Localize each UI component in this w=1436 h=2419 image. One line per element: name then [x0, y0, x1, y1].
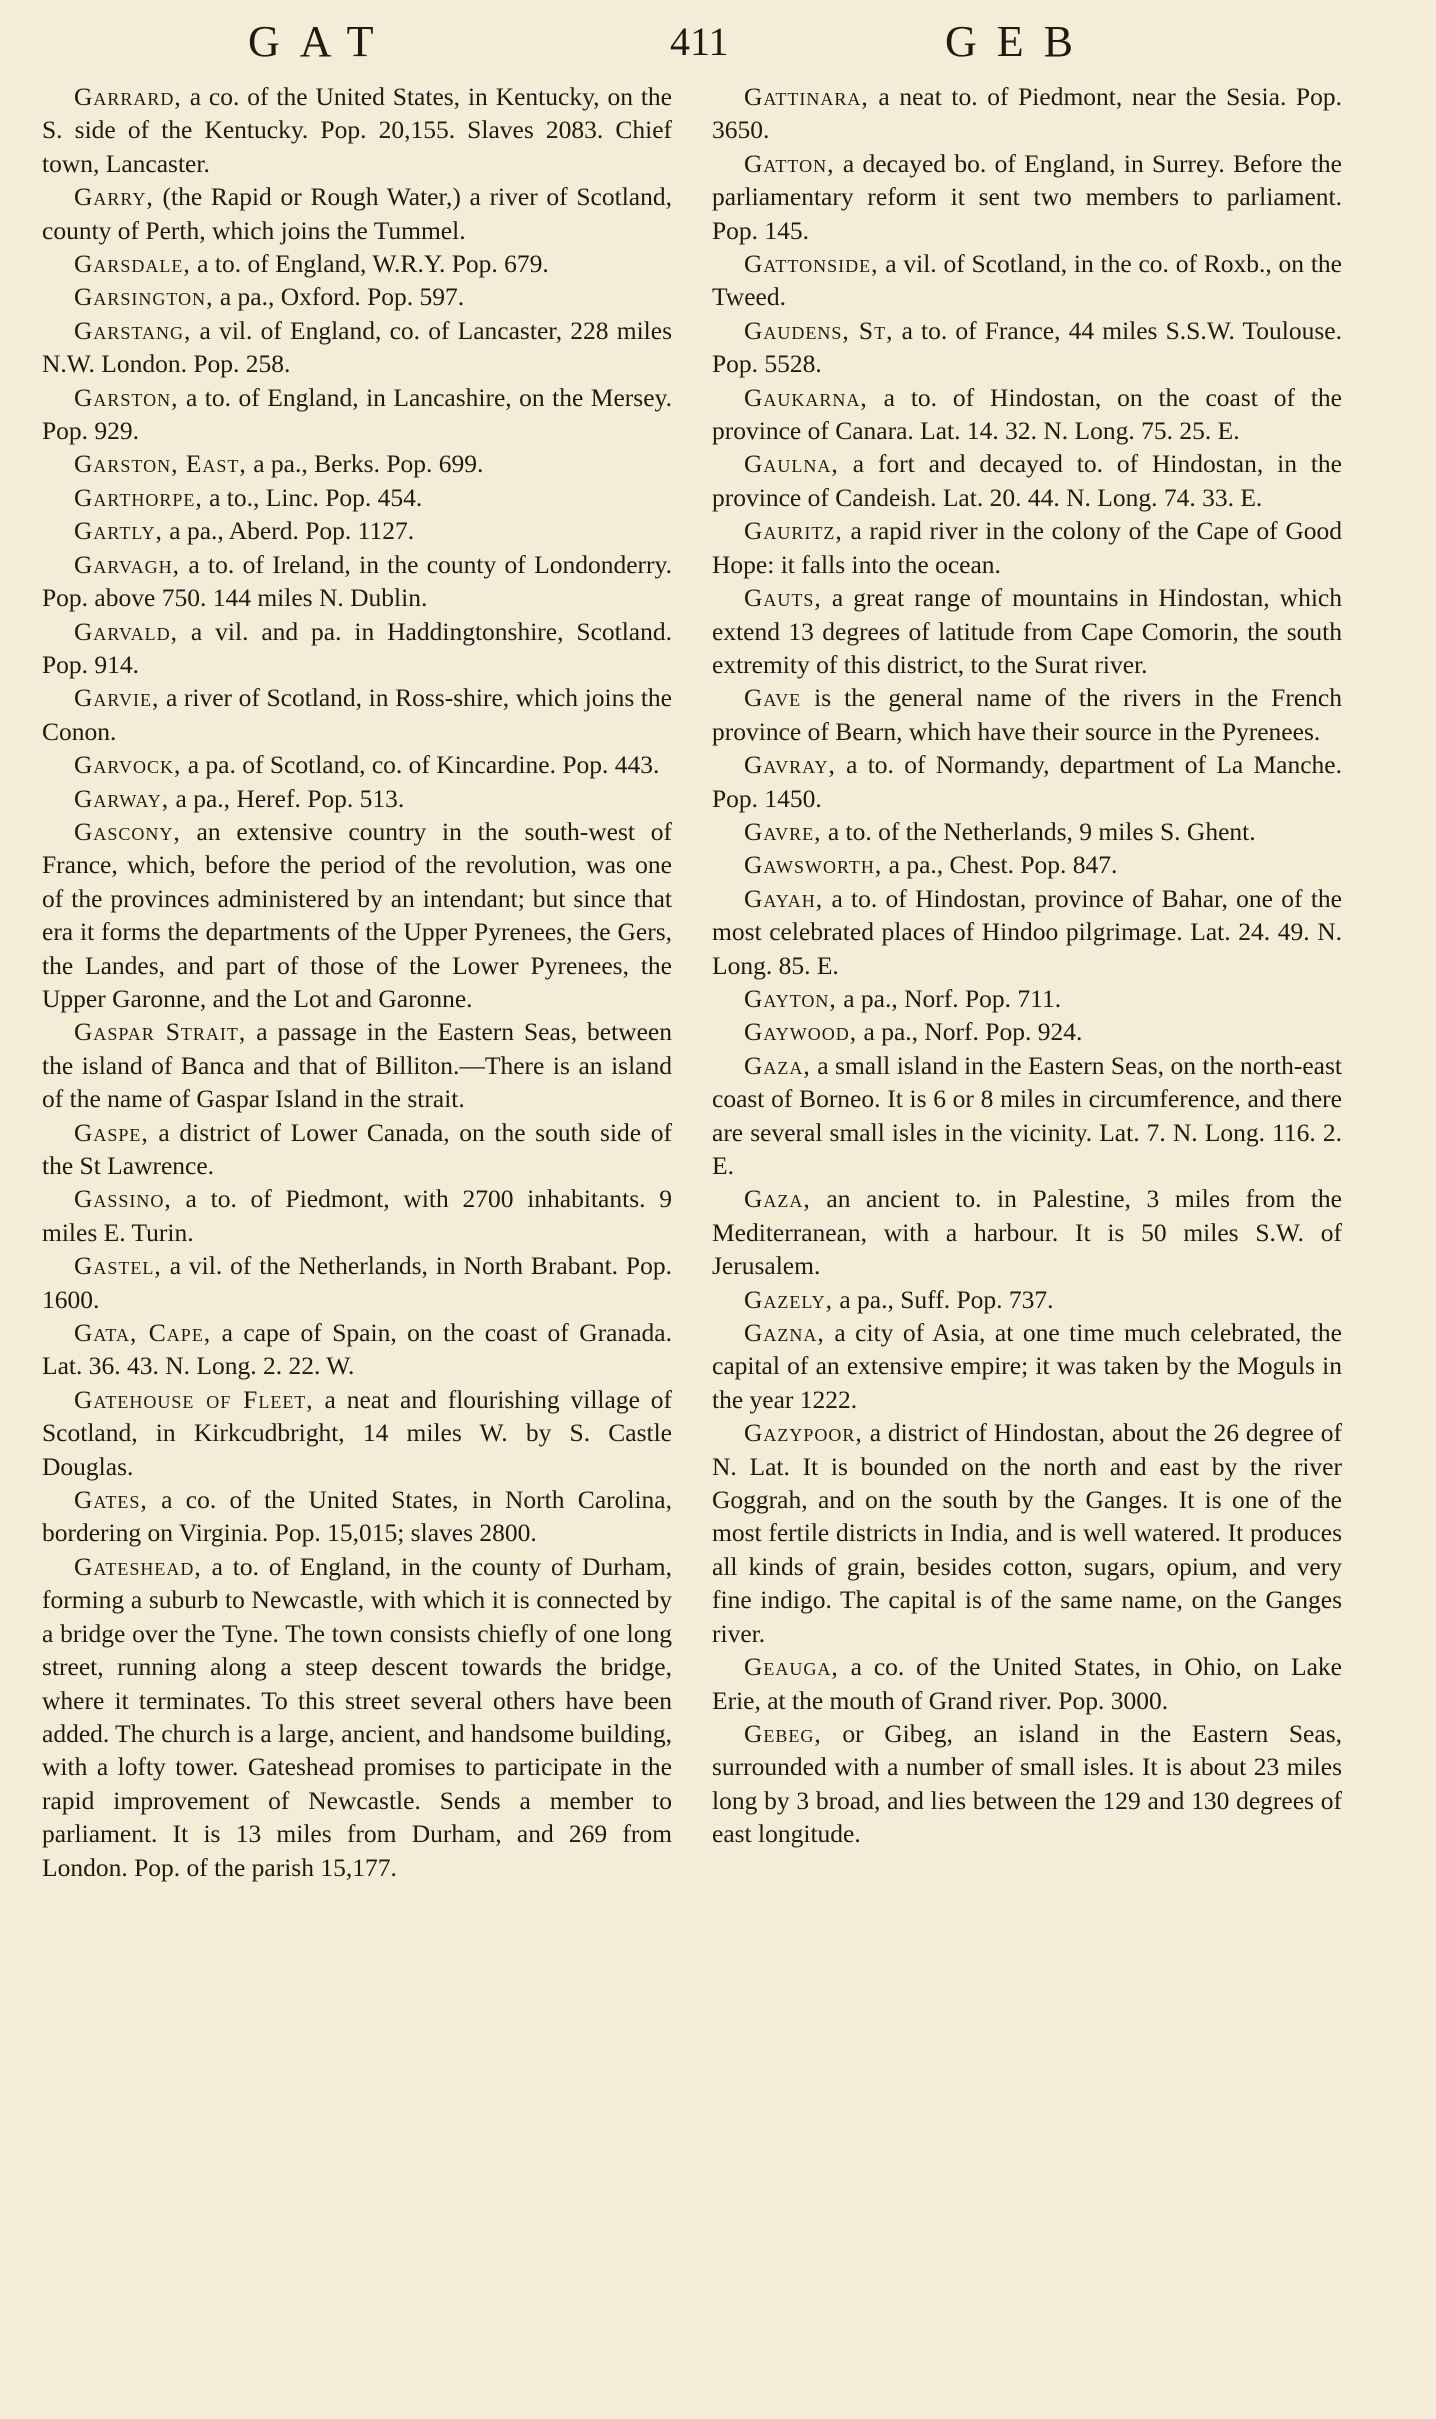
gazetteer-entry: [42, 748, 672, 781]
entry-text: a to. of England, in Lancashire, on the Mersey. Pop. 929.: [42, 382, 672, 446]
entry-text: a vil. of the Netherlands, in North Brabant. Pop. 1600.: [42, 1251, 672, 1314]
entry-headword: Garvagh,: [74, 549, 181, 579]
entry-text: a pa., Chest. Pop. 847.: [882, 850, 1118, 880]
gazetteer-entry: [42, 481, 672, 514]
entry-text: a to. of the Netherlands, 9 miles S. Ghent.: [821, 816, 1256, 846]
page-number: 411: [670, 19, 729, 64]
gazetteer-entry: [712, 848, 1342, 881]
entry-headword: Garvie,: [74, 683, 160, 713]
entry-text: a vil. and pa. in Haddingtonshire, Scotland. Pop. 914.: [42, 616, 672, 679]
entry-text: a pa., Berks. Pop. 699.: [246, 449, 484, 479]
entry-text: a to. of Hindostan, province of Bahar, one of the most celebrated places of Hindoo pilgrimage. Lat. 24. 49. N. Long. 85. E.: [712, 883, 1342, 980]
entry-headword: Garsington,: [74, 282, 214, 312]
gazetteer-entry: [712, 748, 1342, 815]
entry-headword: Gaywood,: [744, 1017, 858, 1047]
entry-headword: Gascony,: [74, 816, 181, 846]
entry-text: a rapid river in the colony of the Cape of Good Hope: it falls into the ocean.: [712, 516, 1342, 579]
gazetteer-entry: [712, 247, 1342, 314]
entry-headword: Gazely,: [744, 1284, 833, 1314]
entry-text: a vil. of England, co. of Lancaster, 228 miles N.W. London. Pop. 258.: [42, 315, 672, 379]
entry-text: a pa., Suff. Pop. 737.: [832, 1284, 1054, 1314]
entry-headword: Garry,: [74, 182, 154, 212]
gazetteer-entry: [42, 180, 672, 247]
entry-text: a pa. of Scotland, co. of Kincardine. Pop. 443.: [181, 750, 660, 780]
gazetteer-entry: [712, 1316, 1342, 1416]
entry-text: a to. of England, W.R.Y. Pop. 679.: [190, 249, 549, 279]
entry-text: is the general name of the rivers in the French province of Bearn, which have their source in the Pyrenees.: [712, 683, 1342, 746]
entry-headword: Gaukarna,: [744, 382, 868, 412]
entry-headword: Gayah,: [744, 883, 824, 913]
entry-text: a pa., Aberd. Pop. 1127.: [162, 516, 415, 546]
gazetteer-entry: [712, 1283, 1342, 1316]
gazetteer-entry: [42, 1383, 672, 1483]
gazetteer-entry: [42, 548, 672, 615]
entry-text: a co. of the United States, in Ohio, on Lake Erie, at the mouth of Grand river. Pop. 3000.: [712, 1652, 1342, 1715]
gazetteer-entry: [712, 1182, 1342, 1282]
entry-text: a co. of the United States, in Kentucky, on the S. side of the Kentucky. Pop. 20,155. Slaves 2083. Chief town, Lancaster.: [42, 82, 672, 178]
gazetteer-entry: [42, 1182, 672, 1249]
entry-headword: Garston,: [74, 382, 179, 412]
gazetteer-entry: [42, 280, 672, 313]
entry-text: a passage in the Eastern Seas, between the island of Banca and that of Billiton.—There is an island of the name of Gaspar Island in the strait.: [42, 1017, 672, 1114]
entry-text: a pa., Heref. Pop. 513.: [169, 783, 405, 813]
entry-headword: Garvock,: [74, 750, 182, 780]
entry-headword: Gata, Cape,: [74, 1318, 212, 1348]
entry-text: a river of Scotland, in Ross-shire, which joins the Conon.: [42, 683, 672, 746]
entry-headword: Gauritz,: [744, 516, 843, 546]
gazetteer-entry: [712, 147, 1342, 247]
entry-headword: Garstang,: [74, 315, 192, 345]
gazetteer-entry: [42, 447, 672, 480]
gazetteer-entry: [42, 615, 672, 682]
entry-headword: Gaza,: [744, 1184, 811, 1214]
entry-headword: Gatehouse of Fleet,: [74, 1384, 314, 1414]
entry-text: a district of Hindostan, about the 26 degree of N. Lat. It is bounded on the north and east by the river Goggrah, and on the south by the Ganges. It is one of the most fertile districts in India, and is well watered. It produces all kinds of grain, besides cotton, sugars, opium, and very fine indigo. The capital is of the same name, on the Ganges river.: [712, 1418, 1342, 1648]
entry-headword: Gavre,: [744, 816, 822, 846]
header-left-guide-word: GAT: [248, 17, 394, 66]
gazetteer-entry: [712, 514, 1342, 581]
gazetteer-entry: [712, 982, 1342, 1015]
right-column: [712, 80, 1342, 1851]
gazetteer-entry: [712, 1416, 1342, 1650]
entry-headword: Gazna,: [744, 1318, 825, 1348]
gazetteer-entry: [42, 381, 672, 448]
entry-text: a cape of Spain, on the coast of Granada. Lat. 36. 43. N. Long. 2. 22. W.: [42, 1318, 672, 1381]
entry-text: a great range of mountains in Hindostan, which extend 13 degrees of latitude from Cape Comorin, the south extremity of this district, to the Surat river.: [712, 583, 1342, 679]
entry-text: a decayed bo. of England, in Surrey. Before the parliamentary reform it sent two members to parliament. Pop. 145.: [712, 148, 1342, 245]
entry-text: or Gibeg, an island in the Eastern Seas, surrounded with a number of small isles. It is about 23 miles long by 3 broad, and lies between the 129 and 130 degrees of east longitude.: [712, 1718, 1342, 1849]
gazetteer-entry: [712, 447, 1342, 514]
entry-headword: Gastel,: [74, 1251, 162, 1281]
entry-headword: Gawsworth,: [744, 850, 883, 880]
entry-text: a city of Asia, at one time much celebrated, the capital of an extensive empire; it was taken by the Moguls in the year 1222.: [712, 1318, 1342, 1414]
entry-headword: Gave: [744, 683, 802, 713]
entry-text: a pa., Norf. Pop. 711.: [836, 983, 1062, 1013]
entry-headword: Gebeg,: [744, 1718, 822, 1748]
gazetteer-entry: [42, 1550, 672, 1884]
entry-text: an ancient to. in Palestine, 3 miles from the Mediterranean, with a harbour. It is 50 miles S.W. of Jerusalem.: [712, 1184, 1342, 1281]
entry-headword: Gates,: [74, 1485, 148, 1515]
gazetteer-entry: [712, 80, 1342, 147]
entry-headword: Garthorpe,: [74, 482, 203, 512]
entry-headword: Gaudens, St,: [744, 315, 894, 345]
entry-text: a small island in the Eastern Seas, on the north-east coast of Borneo. It is 6 or 8 miles in circumference, and there are several small isles in the vicinity. Lat. 7. N. Long. 116. 2. E.: [712, 1050, 1342, 1180]
gazetteer-entry: [712, 882, 1342, 982]
entry-headword: Garrard,: [74, 82, 182, 111]
entry-text: a to., Linc. Pop. 454.: [202, 482, 423, 512]
header-right-guide-word: GEB: [945, 17, 1093, 66]
entry-headword: Garvald,: [74, 616, 179, 646]
entry-headword: Gartly,: [74, 516, 163, 546]
entry-text: a district of Lower Canada, on the south side of the St Lawrence.: [42, 1117, 672, 1180]
entry-text: a to. of Piedmont, with 2700 inhabitants. 9 miles E. Turin.: [42, 1184, 672, 1247]
entry-headword: Gateshead,: [74, 1551, 202, 1581]
entry-headword: Geauga,: [744, 1652, 839, 1682]
gazetteer-entry: [42, 514, 672, 547]
entry-text: (the Rapid or Rough Water,) a river of Scotland, county of Perth, which joins the Tummel.: [42, 182, 672, 245]
gazetteer-entry: [42, 681, 672, 748]
gazetteer-entry: [42, 1249, 672, 1316]
running-header: [0, 18, 1436, 66]
entry-text: a to. of Hindostan, on the coast of the province of Canara. Lat. 14. 32. N. Long. 75. 25. E.: [712, 382, 1342, 446]
entry-text: a to. of France, 44 miles S.S.W. Toulouse. Pop. 5528.: [712, 315, 1342, 379]
entry-headword: Garsdale,: [74, 249, 191, 279]
gazetteer-entry: [42, 1116, 672, 1183]
gazetteer-entry: [712, 1015, 1342, 1048]
entry-text: a to. of Normandy, department of La Manche. Pop. 1450.: [712, 750, 1342, 813]
gazetteer-entry: [42, 815, 672, 1015]
gazetteer-entry: [712, 1717, 1342, 1851]
gazetteer-entry: [712, 681, 1342, 748]
entry-text: a pa., Norf. Pop. 924.: [857, 1017, 1083, 1047]
entry-text: a vil. of Scotland, in the co. of Roxb., on the Tweed.: [712, 249, 1342, 312]
entry-headword: Garway,: [74, 783, 170, 813]
entry-headword: Gaulna,: [744, 449, 839, 479]
entry-headword: Gaza,: [744, 1050, 811, 1080]
gazetteer-entry: [42, 1483, 672, 1550]
gazetteer-entry: [712, 1650, 1342, 1717]
gazetteer-entry: [42, 782, 672, 815]
entry-headword: Gaspe,: [74, 1117, 149, 1147]
entry-text: a to. of Ireland, in the county of Londonderry. Pop. above 750. 144 miles N. Dublin.: [42, 549, 672, 613]
entry-headword: Gattonside,: [744, 249, 879, 279]
entry-text: an extensive country in the south-west of France, which, before the period of the revolution, was one of the provinces administered by an intendant; but since that era it forms the departments of the Upper Pyrenees, the Gers, the Landes, and part of those of the Lower Pyrenees, the Upper Garonne, and the Lot and Garonne.: [42, 816, 672, 1013]
entry-headword: Gazypoor,: [744, 1418, 863, 1448]
entry-headword: Gatton,: [744, 148, 835, 178]
entry-headword: Gauts,: [744, 583, 822, 613]
entry-text: a neat to. of Piedmont, near the Sesia. Pop. 3650.: [712, 82, 1342, 145]
entry-text: a fort and decayed to. of Hindostan, in the province of Candeish. Lat. 20. 44. N. Long. 74. 33. E.: [712, 449, 1342, 512]
entry-text: a pa., Oxford. Pop. 597.: [213, 282, 465, 312]
gazetteer-entry: [712, 381, 1342, 448]
entry-text: a co. of the United States, in North Carolina, bordering on Virginia. Pop. 15,015; slaves 2800.: [42, 1485, 672, 1548]
gazetteer-entry: [712, 815, 1342, 848]
gazetteer-entry: [42, 314, 672, 381]
entry-headword: Garston, East,: [74, 449, 247, 479]
entry-headword: Gattinara,: [744, 82, 869, 111]
entry-headword: Gayton,: [744, 983, 837, 1013]
entry-text: a neat and flourishing village of Scotland, in Kirkcudbright, 14 miles W. by S. Castle Douglas.: [42, 1384, 672, 1481]
gazetteer-entry: [42, 1015, 672, 1115]
left-column: [42, 80, 672, 1884]
gazetteer-entry: [42, 80, 672, 180]
gazetteer-entry: [712, 314, 1342, 381]
entry-headword: Gaspar Strait,: [74, 1017, 247, 1047]
gazetteer-entry: [42, 247, 672, 280]
entry-headword: Gassino,: [74, 1184, 172, 1214]
gazetteer-entry: [712, 581, 1342, 681]
entry-text: a to. of England, in the county of Durham, forming a suburb to Newcastle, with which it is connected by a bridge over the Tyne. The town consists chiefly of one long street, running along a steep descent towards the bridge, where it terminates. To this street several others have been added. The church is a large, ancient, and handsome building, with a lofty tower. Gateshead promises to participate in the rapid improvement of Newcastle. Sends a member to parliament. It is 13 miles from Durham, and 269 from London. Pop. of the parish 15,177.: [42, 1551, 672, 1882]
gazetteer-entry: [42, 1316, 672, 1383]
gazetteer-entry: [712, 1049, 1342, 1183]
entry-headword: Gavray,: [744, 750, 836, 780]
